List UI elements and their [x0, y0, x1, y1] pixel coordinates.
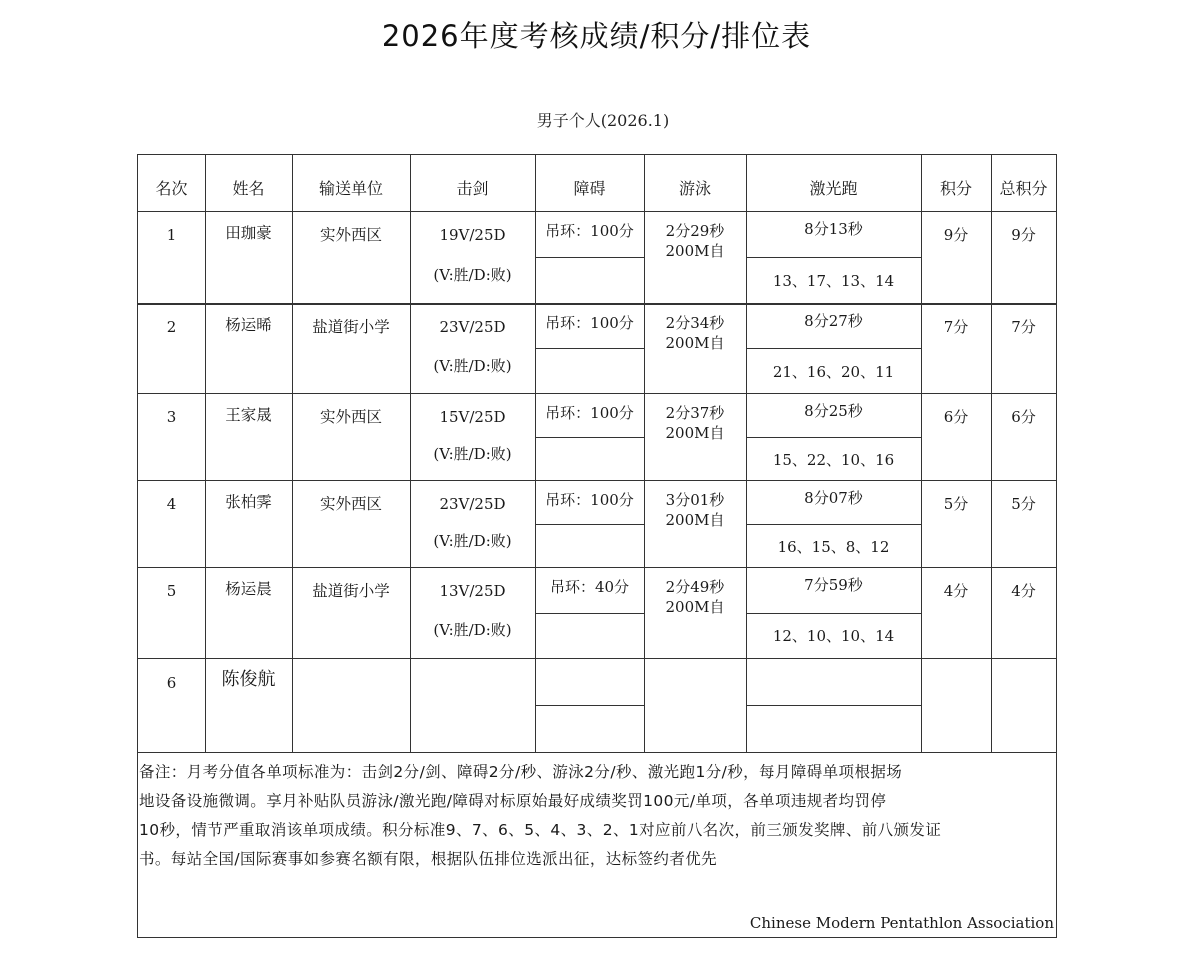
laser-splits: 12、10、10、14 — [772, 627, 895, 645]
cell-split — [535, 437, 644, 438]
swim-event: 200M自 — [665, 511, 725, 529]
row-divider — [138, 480, 1056, 481]
fencing-note: (V:胜/D:败) — [433, 357, 512, 375]
fencing-cell: 23V/25D — [439, 495, 506, 513]
rank-cell: 4 — [166, 495, 177, 513]
fencing-cell: 23V/25D — [439, 318, 506, 336]
unit-cell: 实外西区 — [319, 226, 382, 244]
laser-time: 8分25秒 — [804, 402, 863, 420]
column-header: 输送单位 — [318, 179, 383, 198]
laser-splits: 13、17、13、14 — [772, 272, 895, 290]
table-subtitle: 男子个人(2026.1) — [536, 111, 670, 130]
row-divider — [138, 303, 1056, 305]
cell-split — [746, 348, 921, 349]
obstacle-cell: 吊环：100分 — [545, 491, 634, 509]
obstacle-cell: 吊环：40分 — [549, 578, 630, 596]
swim-time: 2分37秒 — [665, 404, 725, 422]
name-cell: 杨运晨 — [225, 580, 272, 598]
laser-splits: 16、15、8、12 — [777, 538, 890, 556]
unit-cell: 实外西区 — [319, 408, 382, 426]
row-divider — [138, 658, 1056, 659]
unit-cell: 实外西区 — [319, 495, 382, 513]
laser-time: 8分13秒 — [804, 220, 863, 238]
cell-split — [535, 257, 644, 258]
points-cell: 4分 — [943, 582, 969, 600]
column-header: 积分 — [939, 179, 972, 198]
cell-split — [746, 705, 921, 706]
column-header: 击剑 — [456, 179, 489, 198]
row-divider — [138, 752, 1056, 753]
cell-split — [535, 705, 644, 706]
fencing-cell: 19V/25D — [439, 226, 506, 244]
name-cell: 张柏霁 — [225, 493, 272, 511]
total-cell: 4分 — [1011, 582, 1036, 600]
fencing-note: (V:胜/D:败) — [433, 532, 512, 550]
remarks-line: 10秒，情节严重取消该单项成绩。积分标准9、7、6、5、4、3、2、1对应前八名次，前三颁发奖牌、前八颁发证 — [139, 821, 942, 839]
remarks-line: 地设备设施微调。享月补贴队员游泳/激光跑/障碍对标原始最好成绩奖罚100元/单项，各单项违规者均罚停 — [139, 792, 887, 810]
points-cell: 6分 — [943, 408, 969, 426]
column-header: 名次 — [155, 179, 188, 198]
rank-cell: 6 — [166, 674, 177, 692]
total-cell: 7分 — [1011, 318, 1036, 336]
name-cell: 陈俊航 — [221, 669, 276, 690]
swim-time: 2分34秒 — [665, 314, 725, 332]
swim-event: 200M自 — [665, 242, 725, 260]
column-header: 姓名 — [232, 179, 265, 198]
name-cell: 王家晟 — [225, 406, 272, 424]
laser-splits: 15、22、10、16 — [772, 451, 895, 469]
total-cell: 5分 — [1011, 495, 1036, 513]
remarks — [139, 758, 1057, 874]
total-cell: 9分 — [1011, 226, 1036, 244]
column-divider — [205, 155, 206, 752]
score-table — [137, 154, 1057, 938]
column-header: 障碍 — [573, 179, 606, 198]
association-footer: Chinese Modern Pentathlon Association — [749, 914, 1054, 932]
laser-time: 8分27秒 — [804, 312, 863, 330]
laser-time: 7分59秒 — [804, 576, 863, 594]
row-divider — [138, 211, 1056, 212]
total-cell: 6分 — [1011, 408, 1036, 426]
points-cell: 9分 — [943, 226, 969, 244]
cell-split — [746, 524, 921, 525]
swim-time: 3分01秒 — [665, 491, 725, 509]
swim-event: 200M自 — [665, 424, 725, 442]
obstacle-cell: 吊环：100分 — [545, 314, 634, 332]
swim-time: 2分49秒 — [665, 578, 725, 596]
fencing-cell: 13V/25D — [439, 582, 506, 600]
cell-split — [746, 257, 921, 258]
fencing-cell: 15V/25D — [439, 408, 506, 426]
rank-cell: 3 — [166, 408, 177, 426]
swim-time: 2分29秒 — [665, 222, 725, 240]
cell-split — [746, 437, 921, 438]
swim-event: 200M自 — [665, 598, 725, 616]
remarks-line: 书。每站全国/国际赛事如参赛名额有限，根据队伍排位选派出征，达标签约者优先 — [139, 850, 718, 868]
column-header: 总积分 — [999, 179, 1048, 198]
rank-cell: 2 — [166, 318, 177, 336]
points-cell: 5分 — [943, 495, 969, 513]
fencing-note: (V:胜/D:败) — [433, 445, 512, 463]
cell-split — [535, 613, 644, 614]
cell-split — [535, 524, 644, 525]
column-divider — [535, 155, 536, 752]
laser-splits: 21、16、20、11 — [772, 363, 895, 381]
name-cell: 杨运晞 — [225, 316, 272, 334]
cell-split — [746, 613, 921, 614]
column-header: 激光跑 — [809, 179, 858, 198]
fencing-note: (V:胜/D:败) — [433, 621, 512, 639]
laser-time: 8分07秒 — [804, 489, 863, 507]
unit-cell: 盐道街小学 — [312, 582, 390, 600]
points-cell: 7分 — [943, 318, 969, 336]
swim-event: 200M自 — [665, 334, 725, 352]
unit-cell: 盐道街小学 — [312, 318, 390, 336]
column-header: 游泳 — [678, 179, 711, 198]
row-divider — [138, 567, 1056, 568]
rank-cell: 5 — [166, 582, 177, 600]
rank-cell: 1 — [166, 226, 177, 244]
cell-split — [535, 348, 644, 349]
name-cell: 田珈豪 — [225, 224, 272, 242]
page-title: 2026年度考核成绩/积分/排位表 — [381, 19, 812, 53]
obstacle-cell: 吊环：100分 — [545, 222, 634, 240]
fencing-note: (V:胜/D:败) — [433, 266, 512, 284]
remarks-line: 备注：月考分值各单项标准为：击剑2分/剑、障碍2分/秒、游泳2分/秒、激光跑1分/秒，每月障碍单项根据场 — [139, 763, 903, 781]
obstacle-cell: 吊环：100分 — [545, 404, 634, 422]
row-divider — [138, 393, 1056, 394]
